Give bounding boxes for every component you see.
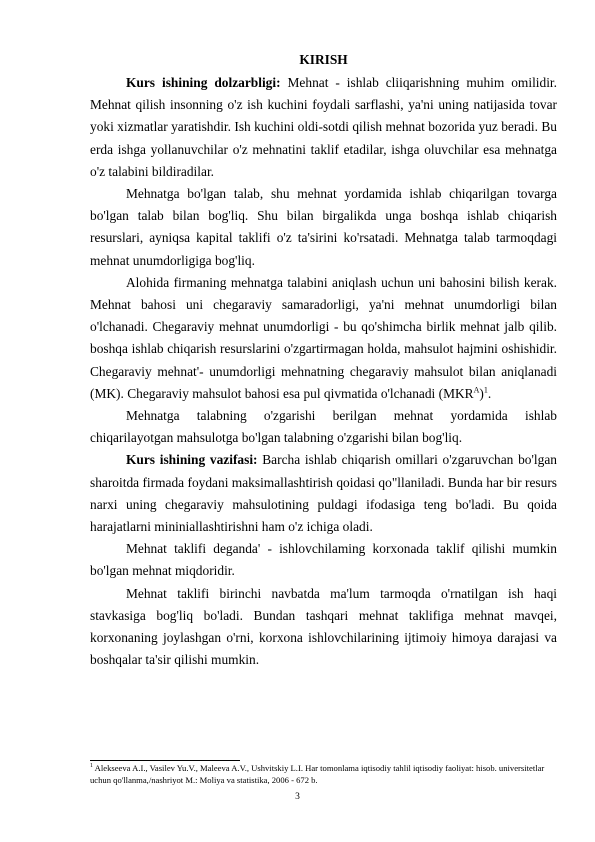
page-number: 3 bbox=[295, 792, 300, 802]
footnote bbox=[90, 762, 557, 786]
paragraph-lead-relevance: Kurs ishining dolzarbligi: bbox=[126, 75, 281, 90]
paragraph-text-close: ) bbox=[479, 385, 484, 401]
footnote-reference: 1 bbox=[483, 385, 488, 395]
paragraph-lead-task: Kurs ishining vazifasi: bbox=[126, 452, 258, 468]
footnote-text: Alekseeva A.I., Vasilev Yu.V., Maleeva A.V., Ushvitskiy L.I. Har tomonlama iqtisodiy tahlil iqtisodiy faoliyat: hisob. universitetlar uchun qo'llanma,/nashriyot M.: Moliya va statistika, 2006 - 672 b. bbox=[90, 763, 545, 785]
paragraph-labor-demand: Mehnatga bo'lgan talab, shu mehnat yordamida ishlab chiqarilgan tovarga bo'lgan talab bilan bog'liq. Shu bilan birgalikda unga boshqa ishlab chiqarish resurslari, ayniqsa kapital taklifi o'z ta'sirini ko'rsatadi. Mehnatga talab tarmoqdagi mehnat unumdorligiga bog'liq. bbox=[90, 186, 557, 268]
paragraph-task bbox=[90, 449, 557, 538]
page-title: KIRISH bbox=[299, 52, 348, 67]
footnote-marker: 1 bbox=[90, 763, 93, 770]
paragraph-text: Mehnat - ishlab cliiqarishning muhim omilidir. Mehnat qilish insonning o'z ish kuchini foydali sarflashi, ya'ni uning natijasida tovar yoki xizmatlar yaratishdir. Ish kuchini oldi-sotdi qilish mehnat bozorida yuz beradi. Bu erda ishga yollanuvchilar o'z mehnatini taklif etadilar, ishga oluvchilar esa mehnatga o'z talabini bildiradilar. bbox=[90, 75, 557, 179]
paragraph-demand-change: Mehnatga talabning o'zgarishi berilgan mehnat yordamida ishlab chiqarilayotgan mahsulotga bo'lgan talabning o'zgarishi bilan bog'liq. bbox=[90, 408, 557, 446]
superscript-a: A bbox=[473, 385, 480, 395]
paragraph-marginal-productivity bbox=[90, 272, 557, 405]
paragraph-text: Alohida firmaning mehnatga talabini aniqlash uchun uni bahosini bilish kerak. Mehnat bahosi uni chegaraviy samaradorligi, ya'ni mehnat unumdorligi bilan o'lchanadi. Chegaraviy mehnat unumdorligi - bu qo'shimcha birlik mehnat jalb qilib. boshqa ishlab chiqarish resurslarini o'zgartirmagan holda, mahsulot hajmini oshishidir. Chegaraviy mehnat'- unumdorligi mehnatning chegaraviy mahsulot bilan aniqlanadi (MK). Chegaraviy mahsulot bahosi esa pul qivmatida o'lchanadi (MKR bbox=[90, 274, 557, 401]
paragraph-text-end: . bbox=[487, 385, 492, 401]
paragraph-supply-factors: Mehnat taklifi birinchi navbatda ma'lum tarmoqda o'rnatilgan ish haqi stavkasiga bog'liq bo'ladi. Bundan tashqari mehnat taklifiga mehnat mavqei, korxonaning joylashgan o'rni, korxona ishlovchilarining ijtimoiy himoya darajasi va boshqalar ta'sir qilishi mumkin. bbox=[90, 585, 557, 668]
paragraph-relevance bbox=[90, 72, 557, 183]
document-page bbox=[90, 50, 557, 671]
paragraph-text: Barcha ishlab chiqarish omillari o'zgaruvchan bo'lgan sharoitda firmada foydani maksimallashtirish qoidasi qo"llaniladi. Bunda har bir resurs narxi uning chegaraviy mahsulotining puldagi ifodasiga teng bo'ladi. Bu qoida harajatlarni mininiallashtirishni ham o'z ichiga oladi. bbox=[90, 452, 557, 535]
footnote-divider bbox=[90, 760, 240, 761]
paragraph-labor-supply: Mehnat taklifi deganda' - ishlovchilaming korxonada taklif qilishi mumkin bo'lgan mehnat miqdoridir. bbox=[90, 541, 557, 579]
